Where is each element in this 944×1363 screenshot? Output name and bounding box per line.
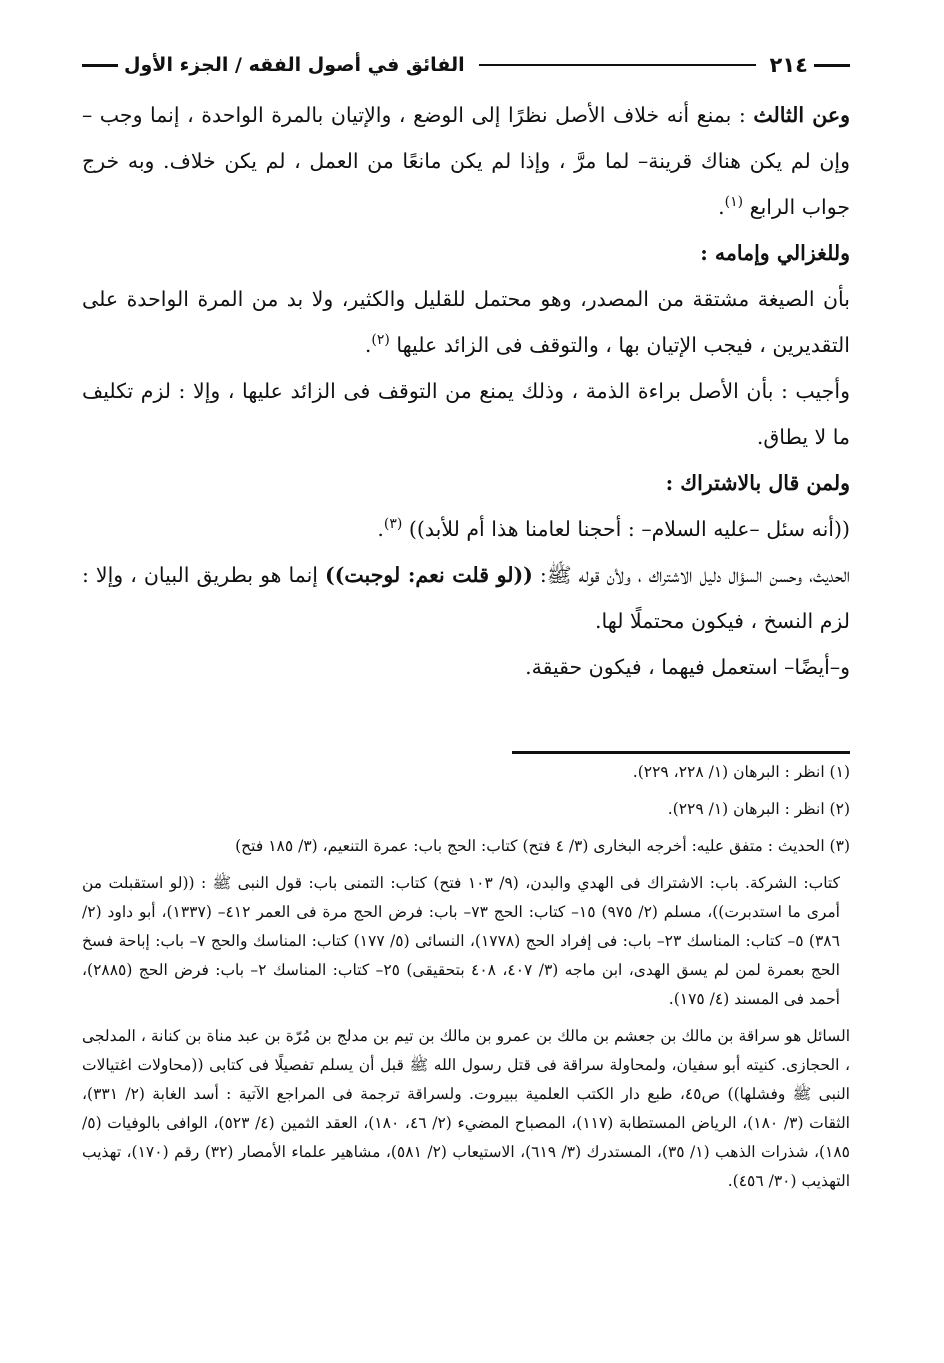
- footnotes: [82, 758, 850, 1204]
- paragraph-answer: وأجيب : بأن الأصل براءة الذمة ، وذلك يمنع من التوقف فى الزائد عليها ، وإلا : لزم تكليف ما لا يطاق.: [82, 379, 850, 449]
- paragraph-text: الحديث، وحسن السؤال دليل الاشتراك ، ولأن قوله ﷺ:: [539, 563, 850, 587]
- header-dash: [814, 64, 850, 67]
- heading-ghazali: وللغزالي وإمامه :: [700, 241, 850, 265]
- hadith-quote-bold: ((لو قلت نعم: لوجبت)): [325, 563, 533, 587]
- heading-answer-third: وعن الثالث: [753, 103, 851, 127]
- paragraph-text: بأن الصيغة مشتقة من المصدر، وهو محتمل للقليل والكثير، ولا بد من المرة الواحدة على التقديرين ، فيجب الإتيان بها ، والتوقف فى الزائد عليها: [82, 287, 850, 357]
- paragraph-text-continued: إنما هو بطريق البيان ، وإلا : لزم النسخ ، فيكون محتملًا لها.: [82, 563, 850, 633]
- paragraph-end: .: [718, 195, 725, 219]
- paragraph-hadith-explanation: [82, 552, 850, 644]
- paragraph-text: : بمنع أنه خلاف الأصل نظرًا إلى الوضع ، والإتيان بالمرة الواحدة ، إنما وجب –وإن لم يكن هناك قرينة– لما مرَّ ، وإذا لم يكن مانعًا من العمل ، لم يكن خلاف. وبه خرج جواب الرابع: [82, 103, 850, 219]
- footnote-1: (١) انظر : البرهان (١/ ٢٢٨، ٢٢٩).: [632, 763, 850, 781]
- footnote-ref-1: (١): [724, 194, 744, 211]
- paragraph-answer-third: [82, 92, 850, 230]
- paragraph-ghazali: [82, 276, 850, 368]
- footnote-3: (٣) الحديث : متفق عليه: أخرجه البخارى (٣/ ٤ فتح) كتاب: الحج باب: عمرة التنعيم، (٣/ ١٨٥ فتح): [235, 837, 850, 855]
- footnote-separator: [512, 751, 850, 754]
- page-number: ٢١٤: [769, 53, 808, 77]
- footnote-3-sources: كتاب: الشركة. باب: الاشتراك فى الهدي والبدن، (٩/ ١٠٣ فتح) كتاب: التمنى باب: قول النبى ﷺ : ((لو استقبلت من أمرى ما استدبرت))، مسلم (٢/ ٩٧٥) ١٥– كتاب: الحج ٧٣– باب: فرض الحج مرة فى العمر ٤١٢– (١٣٣٧)، أبو داود (٢/ ٣٨٦) ٥– كتاب: المناسك ٢٣– باب: فى إفراد الحج (١٧٧٨)، النسائى (٥/ ١٧٧) كتاب: المناسك والحج ٧– باب: إباحة فسخ الحج بعمرة لمن لم يسق الهدى، ابن ماجه (٣/ ٤٠٧، ٤٠٨ بتحقيقى) ٢٥– كتاب: المناسك ٢– باب: فرض الحج (٢٨٨٥)، أحمد فى المسند (٤/ ١٧٥).: [82, 874, 840, 1008]
- paragraph-also: و–أيضًا– استعمل فيهما ، فيكون حقيقة.: [525, 655, 850, 679]
- page-header: [82, 48, 850, 82]
- header-dash-end: [82, 64, 118, 67]
- paragraph-hadith: [82, 506, 850, 552]
- header-rule: [479, 64, 756, 66]
- footnote-ref-3: (٣): [383, 516, 403, 533]
- page: [82, 48, 851, 1190]
- main-text: [82, 92, 850, 690]
- footnote-2: (٢) انظر : البرهان (١/ ٢٢٩).: [667, 800, 850, 818]
- footnote-3-narrator: السائل هو سراقة بن مالك بن جعشم بن مالك بن عمرو بن مالك بن تيم بن مدلج بن مُرّة بن عبد مناة بن كنانة ، المدلجى ، الحجازى. كنيته أبو سفيان، ولمحاولة سراقة فى قتل رسول الله ﷺ قبل أن يسلم تفصيلًا فى كتابى ((محاولات اغتيالات النبى ﷺ وفشلها)) ص٤٥، طبع دار الكتب العلمية ببيروت. ولسراقة ترجمة فى المراجع الآتية : أسد الغابة (٢/ ٣٣١)، الثقات (٣/ ١٨٠)، الرياض المستطابة (١١٧)، المصباح المضيء (٢/ ٤٦، ١٨٠)، العقد الثمين (٤/ ٥٢٣)، الوافى بالوفيات (٥/ ١٨٥)، شذرات الذهب (١/ ٣٥)، المستدرك (٣/ ٦١٩)، الاستيعاب (٢/ ٥٨١)، مشاهير علماء الأمصار (٣٢) رقم (١٧٠)، تهذيب التهذيب (٣٠/ ٤٥٦).: [82, 1027, 851, 1190]
- paragraph-end: .: [377, 517, 384, 541]
- footnote-ref-2: (٢): [371, 332, 390, 349]
- running-title: الفائق في أصول الفقه / الجزء الأول: [124, 54, 465, 76]
- heading-ishtirak: ولمن قال بالاشتراك :: [665, 471, 850, 495]
- hadith-quote: ((أنه سئل –عليه السلام– : أحجنا لعامنا هذا أم للأبد)): [408, 517, 850, 541]
- paragraph-end: .: [364, 333, 372, 357]
